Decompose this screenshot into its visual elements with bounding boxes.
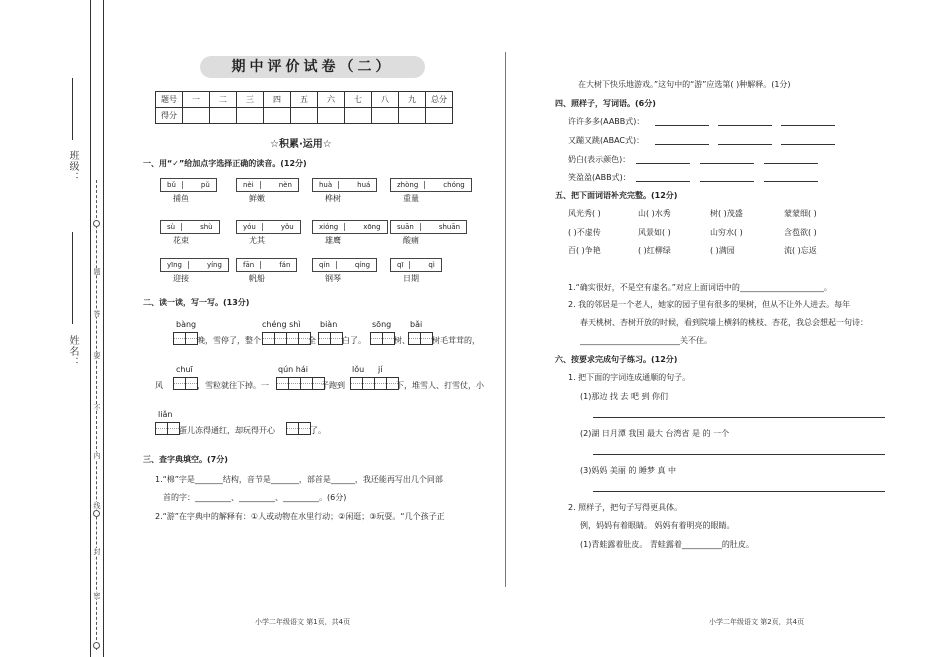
pinyin-choice-box[interactable] — [160, 178, 217, 192]
pinyin-option[interactable]: nèn — [278, 181, 292, 189]
score-cell[interactable] — [210, 108, 237, 124]
q2-writing-grid[interactable] — [286, 422, 310, 435]
score-header-cell: 题号 — [156, 92, 183, 108]
score-header-cell: 七 — [345, 92, 372, 108]
score-cell[interactable] — [372, 108, 399, 124]
q1-title: 一、用“✓”给加点字选择正确的读音。(12分) — [143, 159, 307, 168]
q3-line: 首的字：_________、_________、_________。(6分) — [163, 493, 347, 502]
q5-idiom: 百( )争艳 — [568, 246, 601, 255]
page-title: 期中评价试卷（二） — [200, 56, 425, 78]
score-cell[interactable] — [426, 108, 453, 124]
score-cell[interactable] — [237, 108, 264, 124]
pinyin-option[interactable]: fán — [279, 261, 291, 269]
q2-text: 下，堆雪人、打雪仗，小 — [396, 381, 484, 390]
q2-writing-grid[interactable] — [173, 332, 197, 345]
q6-answer-line[interactable] — [593, 454, 885, 455]
q4-blank[interactable] — [700, 163, 754, 164]
option-divider — [338, 181, 351, 189]
option-divider — [344, 223, 357, 231]
q6-line: 例，妈妈有着眼睛。 妈妈有着明亮的眼睛。 — [580, 521, 735, 530]
page-divider — [505, 52, 506, 587]
score-row-label: 得分 — [156, 108, 183, 124]
score-value-row — [156, 108, 453, 124]
option-divider — [188, 261, 201, 269]
q5-idiom: 树( )茂盛 — [710, 209, 743, 218]
q3-title: 三、查字典填空。(7分) — [143, 455, 228, 464]
seal-char: 答 — [93, 310, 101, 317]
pinyin-choice-box[interactable] — [160, 258, 229, 272]
pinyin-option[interactable]: nèi — [243, 181, 254, 189]
q2-text: 子跑到 — [321, 381, 345, 390]
q1-word: 钢琴 — [325, 274, 341, 283]
q2-text: 全 — [308, 336, 316, 345]
q2-text: 了。 — [310, 426, 326, 435]
pinyin-choice-box[interactable] — [160, 220, 220, 234]
score-header-cell: 六 — [318, 92, 345, 108]
pinyin-option[interactable]: bǔ — [167, 181, 176, 189]
q5-idiom: 蒙蒙细( ) — [784, 209, 817, 218]
q2-pinyin: chéng shì — [262, 320, 301, 329]
q5-idiom: ( )红柳绿 — [638, 246, 671, 255]
q6-title: 六、按要求完成句子练习。(12分) — [555, 355, 678, 364]
q4-blank[interactable] — [636, 163, 690, 164]
pinyin-option[interactable]: yīng — [167, 261, 182, 269]
pinyin-choice-box[interactable] — [236, 258, 297, 272]
score-header-cell: 二 — [210, 92, 237, 108]
q5-idiom: 含苞欲( ) — [784, 228, 817, 237]
pinyin-option[interactable]: xōng — [363, 223, 381, 231]
q4-blank[interactable] — [764, 181, 818, 182]
q3-line: 在大树下快乐地游戏。”这句中的“游”应选第( )种解释。(1分) — [578, 80, 791, 89]
q4-item: 奶白(表示颜色)： — [568, 155, 631, 164]
option-divider — [181, 223, 194, 231]
class-label: 班级： — [67, 150, 78, 183]
q2-writing-grid[interactable] — [408, 332, 432, 345]
pinyin-option[interactable]: suān — [397, 223, 414, 231]
q6-line: (3)妈妈 美丽 的 睡梦 真 中 — [580, 466, 677, 475]
binding-border-right — [103, 0, 104, 657]
option-divider — [262, 223, 275, 231]
name-underline[interactable] — [72, 232, 73, 324]
seal-circle-bottom — [93, 642, 100, 649]
q4-blank[interactable] — [636, 181, 690, 182]
q1-word: 帆船 — [249, 274, 265, 283]
q2-title: 二、读一读，写一写。(13分) — [143, 298, 250, 307]
q5-paragraph: 春天桃树、杏树开放的时候，看到院墙上横斜的桃枝、杏花，我总会想起一句诗： — [580, 318, 868, 327]
q1-word: 花束 — [173, 236, 189, 245]
q2-writing-grid[interactable] — [262, 332, 310, 345]
pinyin-option[interactable]: shuān — [438, 223, 461, 231]
q5-idiom: 山( )水秀 — [638, 209, 671, 218]
q5-idiom: ( )不虚传 — [568, 228, 601, 237]
q2-text: 树毛茸茸的， — [432, 336, 480, 345]
pinyin-option[interactable]: xióng — [319, 223, 339, 231]
q4-blank[interactable] — [781, 125, 835, 126]
q2-text: 蛋儿冻得通红，却玩得开心 — [179, 426, 275, 435]
score-header-cell: 九 — [399, 92, 426, 108]
q2-pinyin: lǒu — [352, 365, 365, 374]
seal-circle-top — [93, 220, 100, 227]
q5-paragraph: 2. 我的邻居是一个老人，她家的园子里有很多的果树，但从不让外人进去。每年 — [568, 300, 851, 309]
q2-pinyin: bàng — [176, 320, 197, 329]
pinyin-option[interactable]: pǔ — [200, 181, 210, 189]
q5-idiom: 风景如( ) — [638, 228, 671, 237]
q1-word: 鲜嫩 — [249, 194, 265, 203]
q2-text: 晚，雪停了，整个 — [197, 336, 261, 345]
score-cell[interactable] — [399, 108, 426, 124]
score-cell[interactable] — [345, 108, 372, 124]
q2-pinyin: qún hái — [278, 365, 308, 374]
q6-answer-line[interactable] — [593, 491, 885, 492]
q5-idiom: 流( )忘返 — [784, 246, 817, 255]
q4-blank[interactable] — [718, 125, 772, 126]
q1-word: 重量 — [403, 194, 419, 203]
score-header-cell: 一 — [183, 92, 210, 108]
section-title: ☆积累·运用☆ — [270, 139, 332, 150]
pinyin-choice-box[interactable] — [312, 220, 388, 234]
seal-char: 要 — [93, 352, 101, 359]
q6-line: (1)青蛙露着肚皮。 青蛙露着__________的肚皮。 — [580, 540, 754, 549]
q2-pinyin: chuī — [176, 365, 193, 374]
q1-word: 迎接 — [173, 274, 189, 283]
q5-idiom: ( )满园 — [710, 246, 735, 255]
q2-text: 白了。 — [342, 336, 366, 345]
score-header-cell: 总分 — [426, 92, 453, 108]
pinyin-option[interactable]: fān — [243, 261, 255, 269]
pinyin-option[interactable]: shù — [200, 223, 213, 231]
q6-line: 2. 照样子，把句子写得更具体。 — [568, 503, 683, 512]
q2-writing-grid[interactable] — [276, 377, 324, 390]
score-table — [155, 91, 453, 124]
seal-line — [93, 180, 101, 650]
q2-text: 风 — [155, 381, 163, 390]
score-header-cell: 三 — [237, 92, 264, 108]
option-divider — [260, 261, 273, 269]
q1-word: 酸痛 — [403, 236, 419, 245]
option-divider — [409, 261, 422, 269]
seal-char: 题 — [93, 268, 101, 275]
score-cell[interactable] — [183, 108, 210, 124]
score-cell[interactable] — [291, 108, 318, 124]
seal-char: 密 — [93, 592, 101, 599]
q6-line: (1)那边 找 去 吧 到 你们 — [580, 392, 669, 401]
q2-pinyin: biàn — [320, 320, 338, 329]
pinyin-option[interactable]: huá — [357, 181, 371, 189]
q5-title: 五、把下面词语补充完整。(12分) — [555, 191, 678, 200]
pinyin-choice-box[interactable] — [390, 220, 467, 234]
option-divider — [182, 181, 195, 189]
seal-char: 封 — [93, 548, 101, 555]
q6-line: (2)湖 日月潭 我国 最大 台湾省 是 的 一个 — [580, 429, 730, 438]
q3-line: 2.“游”在字典中的解释有：①人或动物在水里行动；②闲逛；③玩耍。“几个孩子正 — [155, 512, 445, 521]
class-underline[interactable] — [72, 78, 73, 140]
q1-word: 日期 — [403, 274, 419, 283]
pinyin-choice-box[interactable] — [236, 178, 299, 192]
q1-word: 桦树 — [325, 194, 341, 203]
pinyin-choice-box[interactable] — [312, 258, 377, 272]
seal-circle-mid — [93, 510, 100, 517]
q6-line: 1. 把下面的字词连成通顺的句子。 — [568, 373, 691, 382]
footer-page1: 小学二年级语文 第1页，共4页 — [255, 618, 351, 626]
seal-char: 不 — [93, 404, 101, 411]
q4-blank[interactable] — [700, 181, 754, 182]
pinyin-option[interactable]: qī — [397, 261, 404, 269]
footer-page2: 小学二年级语文 第2页，共4页 — [709, 618, 805, 626]
score-header-cell: 八 — [372, 92, 399, 108]
pinyin-option[interactable]: chóng — [443, 181, 465, 189]
q2-writing-grid[interactable] — [370, 332, 394, 345]
q2-text: 树、 — [394, 336, 410, 345]
option-divider — [424, 181, 437, 189]
q4-item: 又蹦又跳(ABAC式)： — [568, 136, 645, 145]
q5-idiom: 风光秀( ) — [568, 209, 601, 218]
pinyin-option[interactable]: qín — [319, 261, 330, 269]
pinyin-option[interactable]: zhòng — [397, 181, 419, 189]
q4-blank[interactable] — [781, 144, 835, 145]
score-header-cell: 五 — [291, 92, 318, 108]
option-divider — [420, 223, 433, 231]
q4-blank[interactable] — [655, 144, 709, 145]
q2-writing-grid[interactable] — [173, 377, 197, 390]
score-cell[interactable] — [318, 108, 345, 124]
q2-pinyin: bǎi — [410, 320, 423, 329]
q5-idiom: 山穷水( ) — [710, 228, 743, 237]
option-divider — [336, 261, 349, 269]
pinyin-option[interactable]: yóu — [243, 223, 256, 231]
q4-title: 四、照样子，写词语。(6分) — [555, 99, 656, 108]
q2-pinyin: sōng — [372, 320, 392, 329]
q4-item: 许许多多(AABB式)： — [568, 117, 645, 126]
pinyin-choice-box[interactable] — [312, 178, 377, 192]
score-cell[interactable] — [264, 108, 291, 124]
q5-paragraph: 1.“确实很好，不是空有虚名。”对应上面词语中的_____________________。 — [568, 283, 832, 292]
pinyin-choice-box[interactable] — [390, 258, 442, 272]
seal-char: 内 — [93, 452, 101, 459]
q1-word: 捕鱼 — [173, 194, 189, 203]
pinyin-option[interactable]: yíng — [206, 261, 222, 269]
pinyin-choice-box[interactable] — [236, 220, 301, 234]
name-label: 姓名： — [67, 335, 78, 368]
pinyin-option[interactable]: yǒu — [280, 223, 294, 231]
option-divider — [260, 181, 273, 189]
q5-paragraph: _________________________关不住。 — [580, 336, 712, 345]
q2-writing-grid[interactable] — [318, 332, 342, 345]
q1-word: 尤其 — [249, 236, 265, 245]
pinyin-option[interactable]: huà — [319, 181, 333, 189]
pinyin-option[interactable]: qì — [428, 261, 435, 269]
score-header-cell: 四 — [264, 92, 291, 108]
q2-writing-grid[interactable] — [350, 377, 398, 390]
q6-answer-line[interactable] — [593, 417, 885, 418]
q2-pinyin: jí — [378, 365, 383, 374]
pinyin-option[interactable]: sù — [167, 223, 176, 231]
q2-pinyin: liǎn — [158, 410, 173, 419]
q4-blank[interactable] — [655, 125, 709, 126]
q2-text: ，雪粒就往下掉。一 — [197, 381, 269, 390]
q4-blank[interactable] — [764, 163, 818, 164]
score-header-row — [156, 92, 453, 108]
q1-word: 雄鹰 — [325, 236, 341, 245]
q2-writing-grid[interactable] — [155, 422, 179, 435]
q3-line: 1.“棉”字是_______结构，音节是_______，部首是______，我还能再写出几个同部 — [155, 475, 443, 484]
q4-item: 笑盈盈(ABB式)： — [568, 173, 631, 182]
pinyin-option[interactable]: qíng — [354, 261, 371, 269]
seal-char: 线 — [93, 502, 101, 509]
binding-border-left — [90, 0, 91, 657]
pinyin-choice-box[interactable] — [390, 178, 472, 192]
q4-blank[interactable] — [718, 144, 772, 145]
